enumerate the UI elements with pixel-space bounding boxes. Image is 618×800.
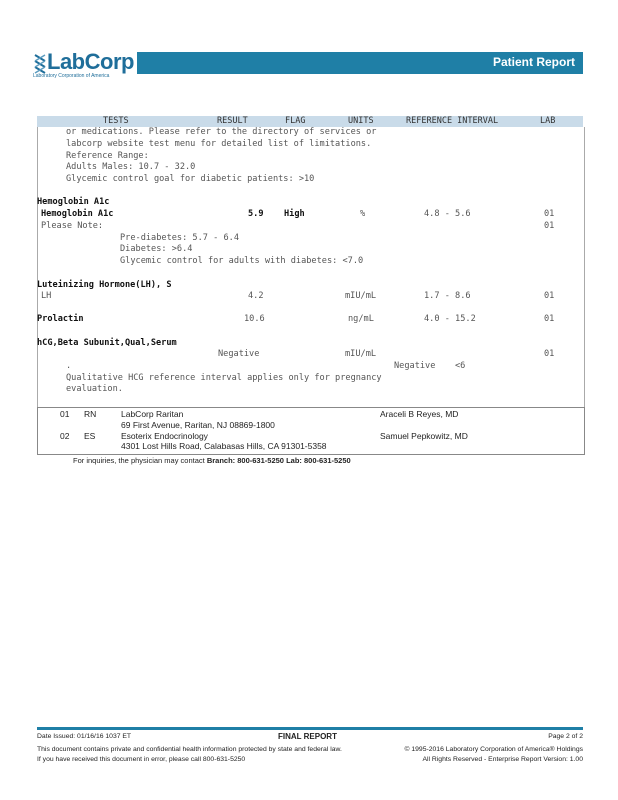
lab-code: 01: [60, 409, 70, 419]
lab-a1c: 01: [544, 209, 555, 219]
column-header: [37, 116, 583, 127]
rights: All Rights Reserved - Enterprise Report Version: 1.00: [422, 756, 583, 763]
lab-director: Samuel Pepkowitz, MD: [380, 431, 468, 441]
lab-abbr: ES: [84, 431, 96, 441]
col-tests: TESTS: [103, 116, 129, 126]
note-line: Glycemic control goal for diabetic patients: >10: [66, 174, 315, 184]
units-prolactin: ng/mL: [348, 314, 374, 324]
lab-lh: 01: [544, 291, 555, 301]
header-bar: [137, 52, 583, 74]
test-name-a1c: Hemoglobin A1c: [41, 209, 114, 219]
page-title: Patient Report: [492, 55, 575, 69]
lab-prolactin: 01: [544, 314, 555, 324]
date-issued: Date Issued: 01/16/16 1037 ET: [37, 733, 132, 740]
note-line: evaluation.: [66, 384, 123, 394]
note-line: Pre-diabetes: 5.7 - 6.4: [120, 233, 239, 243]
confidential-note: This document contains private and confidential health information protected by state and federal law.: [37, 746, 342, 753]
test-group-lh: Luteinizing Hormone(LH), S: [37, 280, 172, 290]
confidential-note: If you have received this document in error, please call 800-631-5250: [37, 756, 246, 763]
note-line: labcorp website test menu for detailed list of limitations.: [66, 139, 372, 149]
ref-hcg-negative: Negative: [394, 361, 436, 371]
note-line: or medications. Please refer to the directory of services or: [66, 127, 377, 137]
brand-name: LabCorp: [47, 49, 134, 74]
units-lh: mIU/mL: [345, 291, 377, 301]
final-report: FINAL REPORT: [278, 732, 337, 741]
note-line: Reference Range:: [66, 151, 149, 161]
ref-lh: 1.7 - 8.6: [424, 291, 471, 301]
footer-rule: [37, 727, 583, 730]
lab-name: LabCorp Raritan: [121, 409, 184, 419]
col-result: RESULT: [217, 116, 248, 126]
flag-a1c: High: [284, 209, 305, 219]
note-lab: 01: [544, 221, 555, 231]
lab-hcg: 01: [544, 349, 555, 359]
result-prolactin: 10.6: [244, 314, 265, 324]
result-a1c: 5.9: [248, 209, 264, 219]
note-line: Adults Males: 10.7 - 32.0: [66, 162, 196, 172]
lab-address: 4301 Lost Hills Road, Calabasas Hills, CA 91301-5358: [121, 441, 327, 451]
lab-code: 02: [60, 431, 70, 441]
hcg-dot: .: [66, 361, 72, 371]
ref-prolactin: 4.0 - 15.2: [424, 314, 476, 324]
note-label: Please Note:: [41, 221, 104, 231]
inquiry-lab: Lab: 800-631-5250: [286, 456, 351, 465]
lab-name: Esoterix Endocrinology: [121, 431, 208, 441]
copyright: © 1995-2016 Laboratory Corporation of America® Holdings: [404, 746, 583, 753]
result-lh: 4.2: [248, 291, 264, 301]
inquiry-branch: Branch: 800-631-5250: [206, 456, 284, 465]
test-group-hcg: hCG,Beta Subunit,Qual,Serum: [37, 338, 177, 348]
labcorp-logo: [33, 51, 133, 81]
units-a1c: %: [360, 209, 366, 219]
lab-director: Araceli B Reyes, MD: [380, 409, 459, 419]
result-hcg: Negative: [218, 349, 260, 359]
col-reference: REFERENCE INTERVAL: [406, 116, 499, 126]
col-units: UNITS: [348, 116, 374, 126]
note-line: Diabetes: >6.4: [120, 244, 193, 254]
test-group-a1c: Hemoglobin A1c: [37, 197, 110, 207]
lab-abbr: RN: [84, 409, 97, 419]
note-line: Glycemic control for adults with diabetes: <7.0: [120, 256, 364, 266]
inquiry-note: [73, 456, 351, 465]
labcorp-helix-icon: [33, 54, 47, 74]
page-number: Page 2 of 2: [548, 733, 583, 740]
col-flag: FLAG: [285, 116, 306, 126]
units-hcg: mIU/mL: [345, 349, 377, 359]
lab-address: 69 First Avenue, Raritan, NJ 08869-1800: [121, 420, 275, 430]
note-line: Qualitative HCG reference interval applies only for pregnancy: [66, 373, 382, 383]
col-lab: LAB: [540, 116, 556, 126]
test-name-prolactin: Prolactin: [37, 314, 84, 324]
test-name-lh: LH: [41, 291, 52, 301]
inquiry-text: For inquiries, the physician may contact: [73, 456, 205, 465]
ref-a1c: 4.8 - 5.6: [424, 209, 471, 219]
brand-tagline: Laboratory Corporation of America: [33, 73, 110, 79]
ref-hcg-value: <6: [455, 361, 466, 371]
